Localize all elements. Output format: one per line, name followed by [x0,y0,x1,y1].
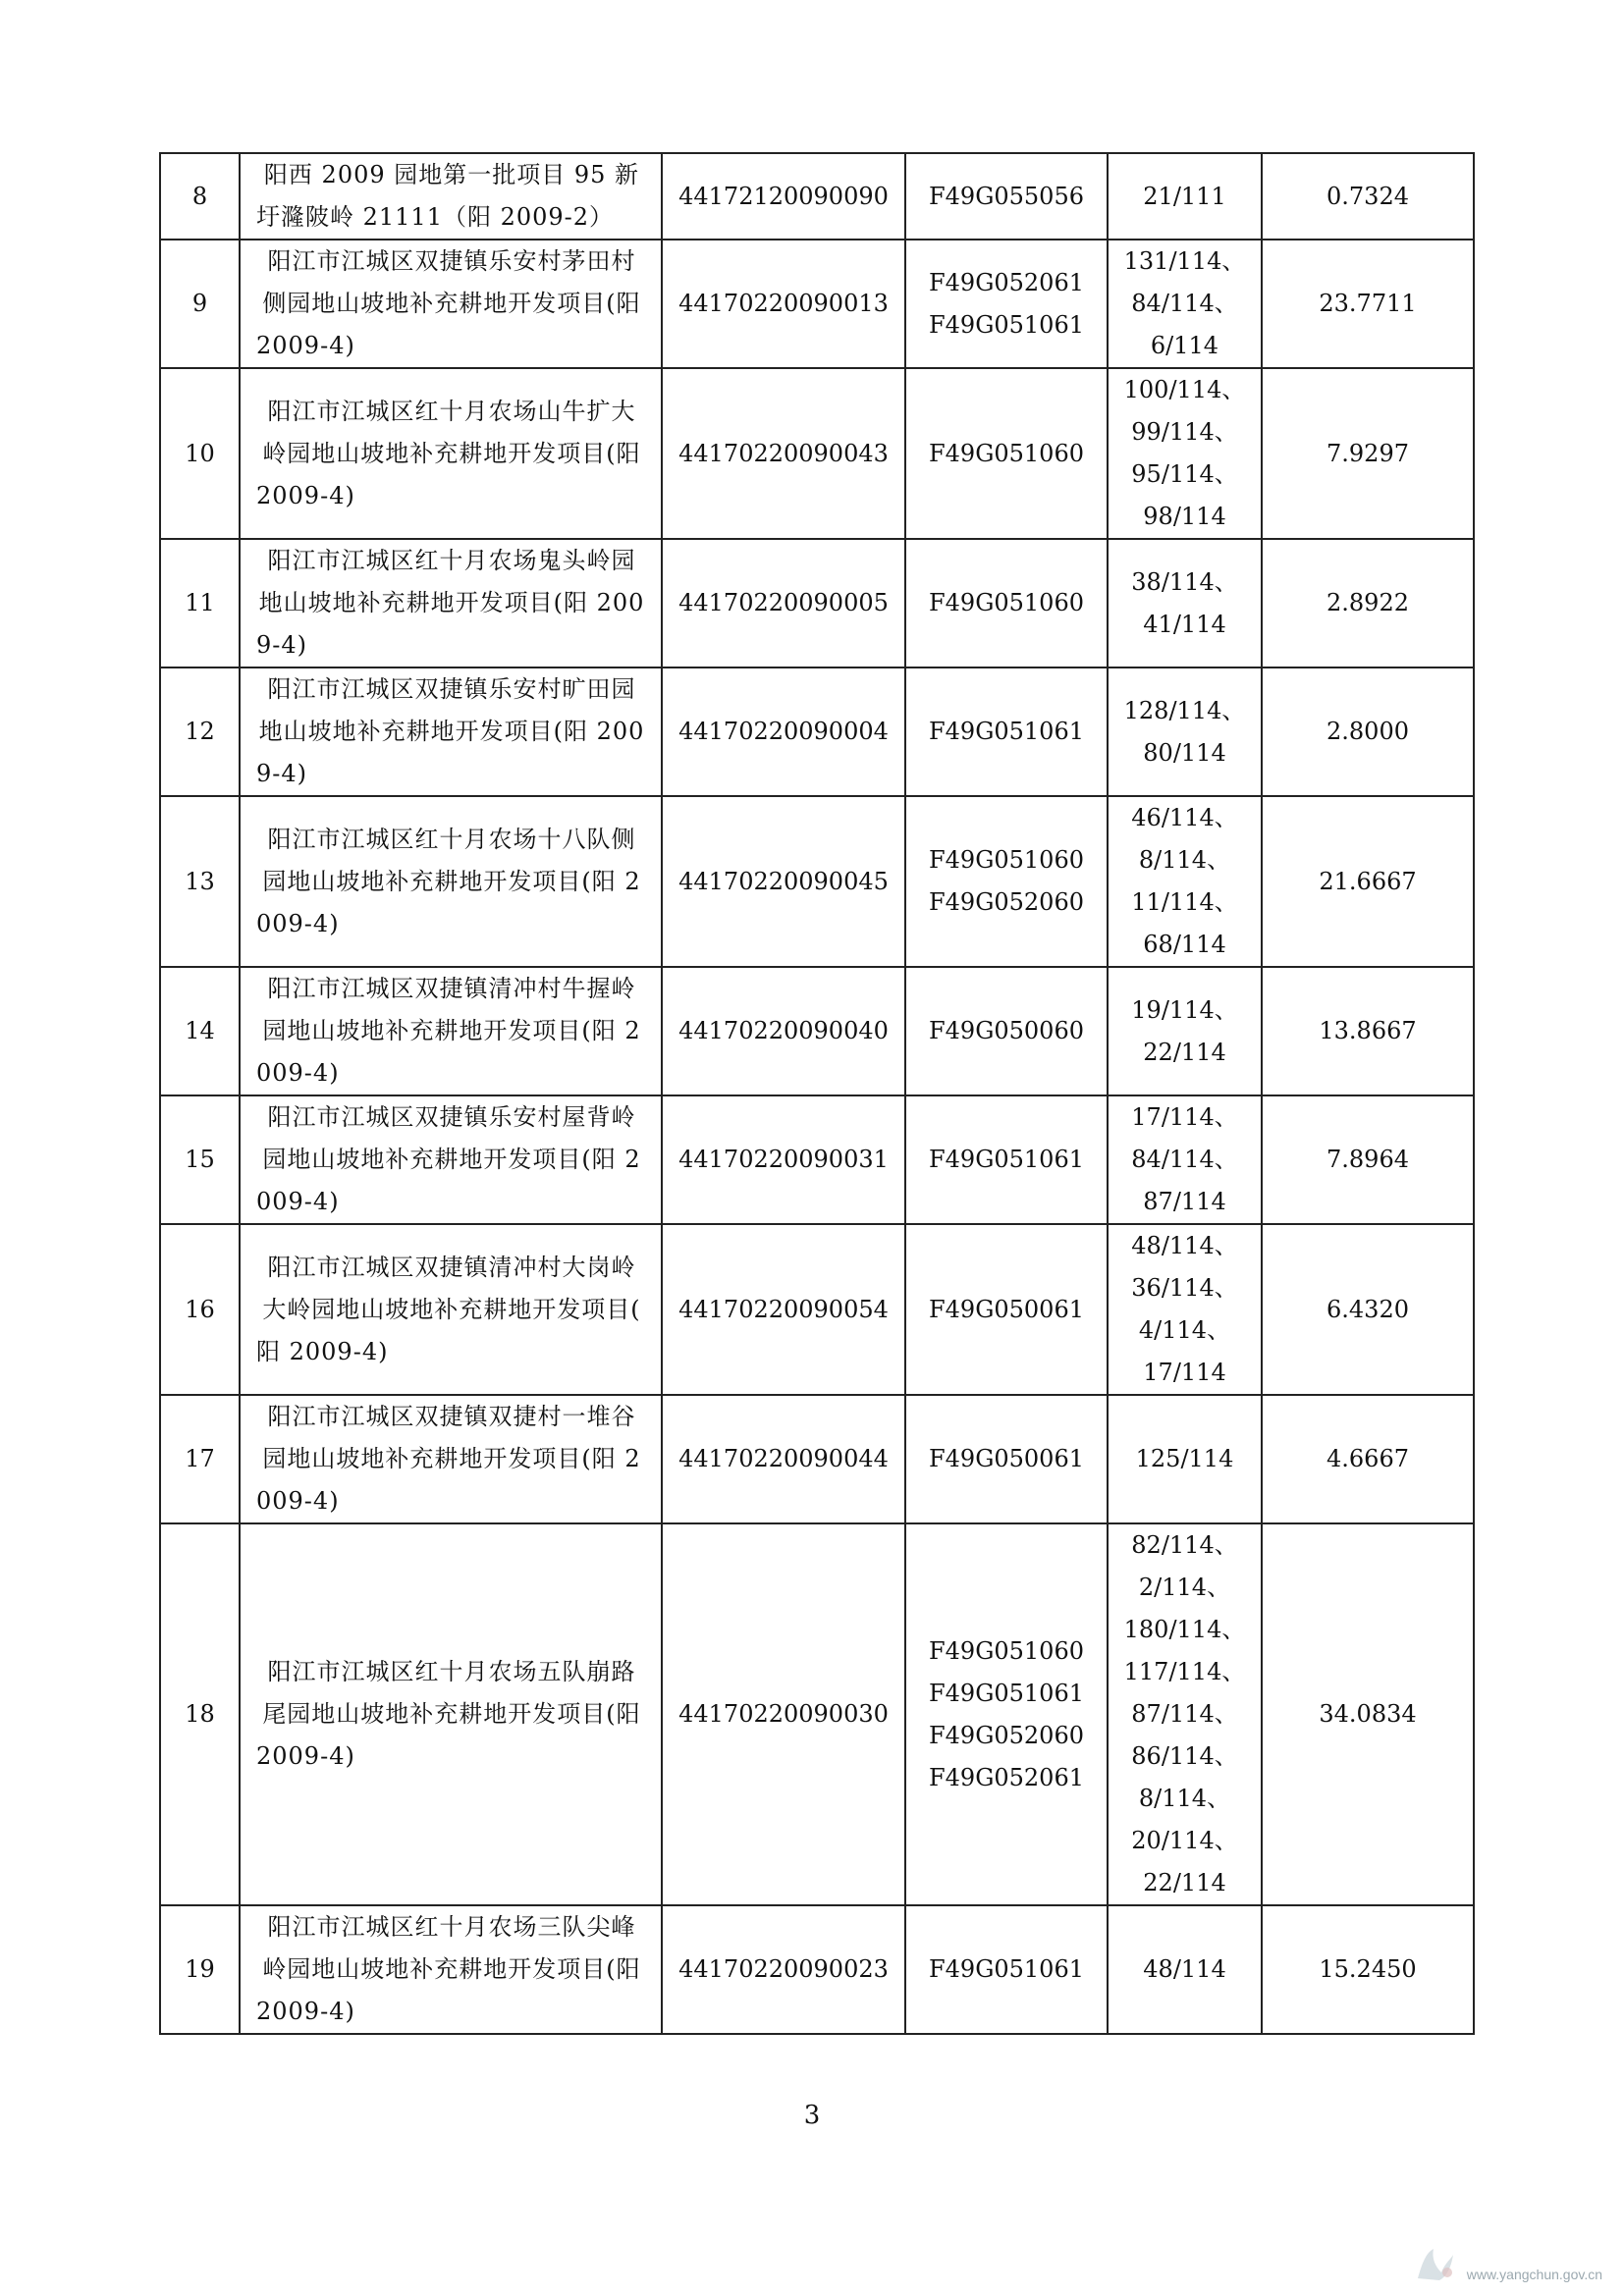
project-name-cell: 阳江市江城区红十月农场山牛扩大岭园地山坡地补充耕地开发项目(阳 2009-4) [240,368,662,539]
table-row [160,1395,1474,1523]
map-sheet-id: F49G051060 [929,846,1084,874]
parcel-cell [1108,240,1262,368]
parcel-id: 80/114 [1143,738,1226,767]
parcel-id: 68/114 [1143,931,1226,958]
parcel-cell [1108,1905,1262,2034]
area-cell: 23.7711 [1262,240,1474,368]
project-name-cell: 阳江市江城区双捷镇乐安村屋背岭园地山坡地补充耕地开发项目(阳 2009-4) [240,1095,662,1224]
watermark-url: www.yangchun.gov.cn [1466,2267,1602,2282]
project-table [159,152,1475,2035]
project-code-cell: 44170220090004 [662,667,905,796]
parcel-id: 117/114、 [1123,1658,1246,1685]
area-cell: 4.6667 [1262,1395,1474,1523]
table-row [160,153,1474,240]
parcel-id: 11/114、 [1131,888,1238,916]
row-number-cell: 18 [160,1523,240,1905]
table-row [160,539,1474,667]
map-sheet-id: F49G052060 [929,1721,1084,1749]
parcel-cell [1108,796,1262,967]
map-sheet-id: F49G052061 [929,1763,1084,1791]
parcel-id: 82/114、 [1131,1531,1238,1559]
parcel-cell [1108,1095,1262,1224]
parcel-id: 8/114、 [1138,846,1231,874]
site-watermark [1412,2243,1602,2282]
row-number-cell: 17 [160,1395,240,1523]
area-cell: 21.6667 [1262,796,1474,967]
project-name-cell: 阳江市江城区双捷镇清冲村牛握岭园地山坡地补充耕地开发项目(阳 2009-4) [240,967,662,1095]
parcel-id: 46/114、 [1131,804,1238,831]
parcel-id: 38/114、 [1131,567,1238,596]
map-sheet-cell [905,1224,1108,1395]
parcel-cell [1108,153,1262,240]
project-name-cell: 阳江市江城区红十月农场三队尖峰岭园地山坡地补充耕地开发项目(阳 2009-4) [240,1905,662,2034]
project-code-cell: 44170220090013 [662,240,905,368]
table-row [160,796,1474,967]
parcel-id: 2/114、 [1138,1574,1231,1601]
project-code-cell: 44170220090044 [662,1395,905,1523]
parcel-id: 100/114、 [1123,376,1246,403]
map-sheet-cell [905,153,1108,240]
map-sheet-id: F49G052061 [929,268,1084,296]
parcel-id: 87/114 [1143,1188,1226,1215]
map-sheet-id: F49G052060 [929,888,1084,916]
parcel-id: 17/114、 [1131,1103,1238,1131]
map-sheet-id: F49G050060 [929,1017,1084,1044]
table-row [160,368,1474,539]
parcel-id: 84/114、 [1131,290,1238,317]
parcel-id: 17/114 [1143,1359,1226,1386]
row-number-cell: 16 [160,1224,240,1395]
table-row [160,1523,1474,1905]
map-sheet-cell [905,240,1108,368]
table-row [160,240,1474,368]
map-sheet-id: F49G051061 [929,1679,1084,1707]
row-number-cell: 13 [160,796,240,967]
map-sheet-cell [905,1095,1108,1224]
area-cell: 0.7324 [1262,153,1474,240]
parcel-id: 95/114、 [1131,460,1238,488]
logo-seal-icon [1412,2243,1457,2282]
table-row [160,1095,1474,1224]
parcel-id: 20/114、 [1131,1827,1238,1854]
area-cell: 7.8964 [1262,1095,1474,1224]
project-code-cell: 44170220090030 [662,1523,905,1905]
parcel-id: 22/114 [1143,1038,1226,1066]
project-name-cell: 阳江市江城区双捷镇双捷村一堆谷园地山坡地补充耕地开发项目(阳 2009-4) [240,1395,662,1523]
parcel-id: 48/114、 [1131,1232,1238,1259]
map-sheet-cell [905,539,1108,667]
map-sheet-id: F49G050061 [929,1295,1084,1323]
map-sheet-cell [905,796,1108,967]
parcel-id: 180/114、 [1123,1616,1246,1643]
project-name-cell: 阳江市江城区红十月农场十八队侧园地山坡地补充耕地开发项目(阳 2009-4) [240,796,662,967]
area-cell: 13.8667 [1262,967,1474,1095]
parcel-id: 21/111 [1143,182,1226,210]
parcel-id: 19/114、 [1131,995,1238,1024]
map-sheet-cell [905,967,1108,1095]
row-number-cell: 11 [160,539,240,667]
map-sheet-cell [905,1395,1108,1523]
map-sheet-id: F49G051061 [929,1955,1084,1983]
area-cell: 34.0834 [1262,1523,1474,1905]
table-row [160,967,1474,1095]
row-number-cell: 14 [160,967,240,1095]
parcel-id: 99/114、 [1131,418,1238,446]
map-sheet-cell [905,667,1108,796]
parcel-id: 87/114、 [1131,1700,1238,1728]
parcel-cell [1108,539,1262,667]
table-row [160,1224,1474,1395]
project-name-cell: 阳江市江城区红十月农场五队崩路尾园地山坡地补充耕地开发项目(阳 2009-4) [240,1523,662,1905]
project-code-cell: 44170220090043 [662,368,905,539]
parcel-id: 84/114、 [1131,1146,1238,1173]
row-number-cell: 19 [160,1905,240,2034]
row-number-cell: 8 [160,153,240,240]
project-code-cell: 44170220090045 [662,796,905,967]
parcel-cell [1108,967,1262,1095]
map-sheet-cell [905,368,1108,539]
row-number-cell: 12 [160,667,240,796]
row-number-cell: 10 [160,368,240,539]
area-cell: 7.9297 [1262,368,1474,539]
table-row [160,667,1474,796]
parcel-id: 131/114、 [1123,247,1246,275]
project-name-cell: 阳西 2009 园地第一批项目 95 新圩漋陂岭 21111（阳 2009-2） [240,153,662,240]
parcel-id: 125/114 [1135,1445,1234,1472]
parcel-id: 8/114、 [1138,1785,1231,1812]
parcel-cell [1108,667,1262,796]
parcel-id: 41/114 [1143,610,1226,638]
map-sheet-id: F49G051060 [929,1636,1084,1665]
parcel-cell [1108,368,1262,539]
row-number-cell: 9 [160,240,240,368]
area-cell: 15.2450 [1262,1905,1474,2034]
map-sheet-id: F49G051061 [929,310,1084,339]
project-code-cell: 44170220090023 [662,1905,905,2034]
project-code-cell: 44170220090040 [662,967,905,1095]
parcel-id: 22/114 [1143,1869,1226,1896]
parcel-id: 4/114、 [1138,1316,1231,1344]
parcel-id: 128/114、 [1123,696,1246,724]
row-number-cell: 15 [160,1095,240,1224]
table-body [160,153,1474,2034]
map-sheet-id: F49G051060 [929,589,1084,616]
map-sheet-cell [905,1523,1108,1905]
parcel-cell [1108,1395,1262,1523]
project-name-cell: 阳江市江城区双捷镇乐安村茅田村侧园地山坡地补充耕地开发项目(阳 2009-4) [240,240,662,368]
project-code-cell: 44170220090005 [662,539,905,667]
project-name-cell: 阳江市江城区双捷镇乐安村旷田园地山坡地补充耕地开发项目(阳 2009-4) [240,667,662,796]
map-sheet-id: F49G051061 [929,718,1084,745]
parcel-id: 86/114、 [1131,1742,1238,1770]
project-code-cell: 44170220090031 [662,1095,905,1224]
area-cell: 2.8000 [1262,667,1474,796]
parcel-id: 36/114、 [1131,1274,1238,1302]
map-sheet-cell [905,1905,1108,2034]
project-name-cell: 阳江市江城区双捷镇清冲村大岗岭大岭园地山坡地补充耕地开发项目(阳 2009-4) [240,1224,662,1395]
parcel-id: 98/114 [1143,503,1226,530]
page-number: 3 [803,2101,821,2130]
project-name-cell: 阳江市江城区红十月农场鬼头岭园地山坡地补充耕地开发项目(阳 2009-4) [240,539,662,667]
parcel-cell [1108,1523,1262,1905]
map-sheet-id: F49G050061 [929,1445,1084,1472]
table-row [160,1905,1474,2034]
map-sheet-id: F49G051060 [929,439,1084,467]
project-code-cell: 44170220090054 [662,1224,905,1395]
area-cell: 2.8922 [1262,539,1474,667]
project-code-cell: 44172120090090 [662,153,905,240]
map-sheet-id: F49G051061 [929,1146,1084,1173]
parcel-cell [1108,1224,1262,1395]
area-cell: 6.4320 [1262,1224,1474,1395]
map-sheet-id: F49G055056 [929,182,1084,210]
parcel-id: 48/114 [1143,1955,1226,1983]
parcel-id: 6/114 [1150,332,1219,359]
